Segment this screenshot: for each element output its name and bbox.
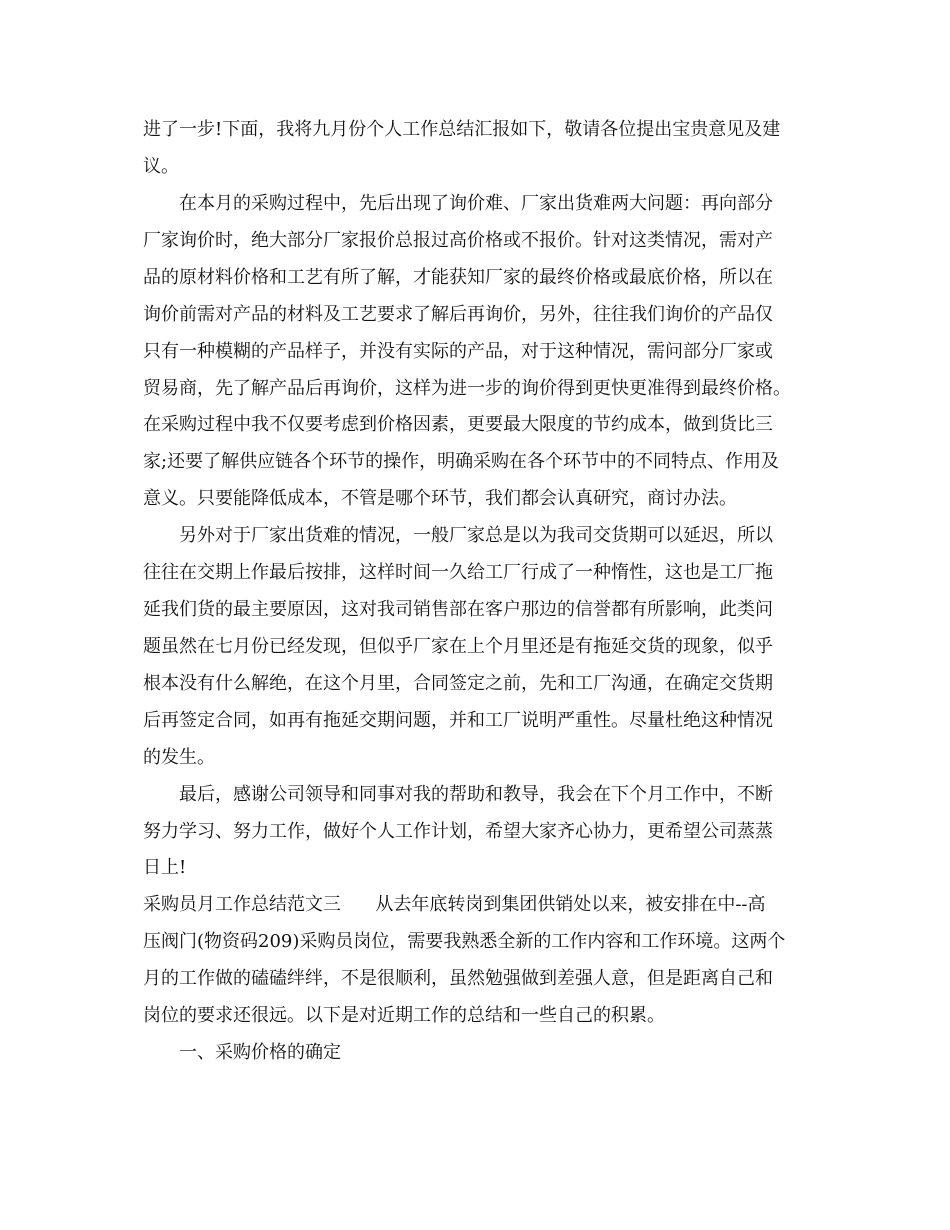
subheading-line: 一、采购价格的确定: [179, 1042, 341, 1063]
text-line: 努力学习、努力工作，做好个人工作计划，希望大家齐心协力，更希望公司蒸蒸: [143, 821, 773, 842]
text-line: 往往在交期上作最后按排，这样时间一久给工厂行成了一种惰性，这也是工厂拖: [143, 562, 773, 583]
text-line: 贸易商，先了解产品后再询价，这样为进一步的询价得到更快更准得到最终价格。: [143, 378, 791, 399]
section-title-line: 采购员月工作总结范文三 从去年底转岗到集团供销处以来，被安排在中--高: [143, 894, 766, 915]
text-line: 在采购过程中我不仅要考虑到价格因素，更要最大限度的节约成本，做到货比三: [143, 414, 773, 435]
text-line: 的发生。: [143, 747, 215, 768]
paragraph-start-line: 另外对于厂家出货难的情况，一般厂家总是以为我司交货期可以延迟，所以: [179, 525, 773, 546]
text-line: 意义。只要能降低成本，不管是哪个环节，我们都会认真研究，商讨办法。: [143, 488, 737, 509]
paragraph-start-line: 最后，感谢公司领导和同事对我的帮助和教导，我会在下个月工作中，不断: [179, 784, 773, 805]
text-line: 只有一种模糊的产品样子，并没有实际的产品，对于这种情况，需问部分厂家或: [143, 341, 773, 362]
text-line: 月的工作做的磕磕绊绊，不是很顺利，虽然勉强做到差强人意，但是距离自己和: [143, 968, 773, 989]
text-line: 岗位的要求还很远。以下是对近期工作的总结和一些自己的积累。: [143, 1005, 665, 1026]
text-line: 品的原材料价格和工艺有所了解，才能获知厂家的最终价格或最底价格，所以在: [143, 267, 773, 288]
text-line: 日上!: [143, 857, 187, 878]
text-line: 询价前需对产品的材料及工艺要求了解后再询价，另外，往往我们询价的产品仅: [143, 304, 773, 325]
text-line: 题虽然在七月份已经发现，但似乎厂家在上个月里还是有拖延交货的现象，似乎: [143, 636, 773, 657]
text-line: 厂家询价时，绝大部分厂家报价总报过高价格或不报价。针对这类情况，需对产: [143, 230, 773, 251]
text-line: 家;还要了解供应链各个环节的操作，明确采购在各个环节中的不同特点、作用及: [143, 451, 780, 472]
text-line: 议。: [143, 156, 179, 177]
text-line: 进了一步!下面，我将九月份个人工作总结汇报如下，敬请各位提出宝贵意见及建: [143, 119, 781, 140]
text-line: 根本没有什么解绝，在这个月里，合同签定之前，先和工厂沟通，在确定交货期: [143, 673, 773, 694]
paragraph-start-line: 在本月的采购过程中，先后出现了询价难、厂家出货难两大问题：再向部分: [179, 193, 773, 214]
text-line: 压阀门(物资码209)采购员岗位，需要我熟悉全新的工作内容和工作环境。这两个: [143, 931, 786, 952]
text-line: 延我们货的最主要原因，这对我司销售部在客户那边的信誉都有所影响，此类问: [143, 599, 773, 620]
text-line: 后再签定合同，如再有拖延交期问题，并和工厂说明严重性。尽量杜绝这种情况: [143, 710, 773, 731]
